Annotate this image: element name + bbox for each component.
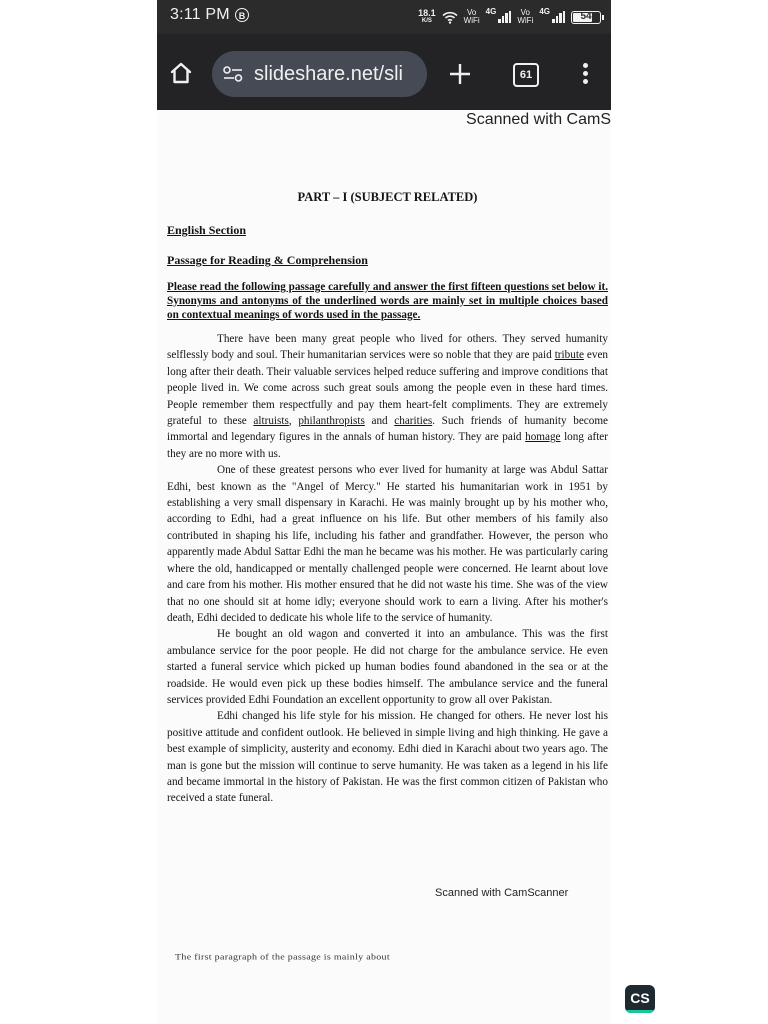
net-speed-unit: K/S — [421, 18, 432, 24]
wifi-icon — [442, 11, 458, 24]
new-tab-icon[interactable] — [449, 63, 471, 85]
notification-badge-icon: B — [235, 8, 249, 22]
sim2-signal-icon — [552, 11, 565, 23]
part-title: PART – I (SUBJECT RELATED) — [297, 190, 478, 204]
scanned-document — [167, 190, 608, 807]
sim1-signal-icon — [498, 11, 511, 23]
sim2-network-type: 4G — [539, 7, 550, 16]
watermark-bottom: Scanned with CamScanner — [435, 887, 569, 899]
underlined-word-philanthropists: philanthropists — [298, 415, 365, 428]
status-time: 3:11 PM — [170, 6, 230, 23]
sim1-volte: Vo WiFi — [463, 8, 480, 25]
paragraph-2: One of these greatest persons who ever lived for humanity at large was Abdul Sattar Edhi, best known as the "Angel of Mercy." He started his humanitarian work in 1951 by establishing a very small dispensary in Karachi. He was mainly brought up by his mother who, according to Edhi, had a great influence on his life. But other members of his family also contributed in shaping his life, including his father and grandfather. However, the person who apparently made Abdul Sattar Edhi the man he became was his mother. He was particularly caring where the old, handicapped or mentally challenged people were concerned. He learnt about love and care from his mother. His mother ensured that he did not waste his time. She was of the view that no one should sit at home idly; everyone should work to earn a living. After his mother's death, Edhi decided to dedicate his whole life to the service of humanity. — [167, 464, 608, 624]
battery-level: 54 — [580, 10, 592, 22]
watermark-top: Scanned with CamS — [466, 111, 611, 128]
paragraph-1: There have been many great people who lived for others. They served humanity selflessly body and soul. Their humanitarian services were so noble that they are paid tribute even long after their death. Their valuable services helped reduce suffering and improve conditions that people lived in. We come across such great souls among the people even in these hard times. People remember them respectfully and pay them heart-felt compliments. They are extremely grateful to these altruists, philanthropists and charities. Such friends of humanity become immortal and legendary figures in the annals of human history. They are paid homage long after they are no more with us. — [167, 333, 609, 460]
address-bar[interactable] — [212, 51, 427, 97]
site-settings-icon[interactable] — [223, 66, 243, 82]
instructions: Please read the following passage carefully and answer the first fifteen questions set below it. Synonyms and antonyms of the underlined words are mainly set in multiple choices based on contextual meanings of words used in the passage. — [167, 281, 608, 321]
sim2-volte: Vo WiFi — [517, 8, 534, 25]
tab-switcher-button[interactable]: 61 — [513, 63, 539, 87]
underlined-word-tribute: tribute — [554, 349, 584, 362]
more-options-icon[interactable] — [583, 63, 589, 85]
paragraph-3: He bought an old wagon and converted it into an ambulance. This was the first ambulance service for the poor people. He did not charge for the ambulance service. He even started a funeral service which picked up human bodies found abandoned in the sea or at the roadside. He would even pick up these bodies himself. The ambulance service and the funeral services provided Edhi Foundation an excellent opportunity to grow all over Pakistan. — [167, 628, 608, 706]
status-bar — [157, 0, 611, 34]
url-text[interactable]: slideshare.net/sli — [254, 63, 403, 85]
browser-toolbar — [157, 34, 611, 110]
underlined-word-homage: homage — [525, 431, 561, 444]
subsection-title: Passage for Reading & Comprehension — [167, 253, 368, 267]
phone-screen — [157, 0, 611, 1024]
section-title: English Section — [167, 223, 247, 237]
sim1-network-type: 4G — [485, 7, 497, 16]
status-indicators — [418, 5, 601, 29]
home-icon[interactable] — [169, 61, 193, 85]
battery-icon — [571, 11, 601, 24]
underlined-word-charities: charities — [394, 415, 433, 428]
camscanner-badge-icon[interactable]: CS — [625, 985, 655, 1013]
underlined-word-altruists: altruists — [253, 415, 289, 428]
next-question-fragment: The first paragraph of the passage is mainly about — [175, 953, 390, 962]
net-speed — [418, 9, 436, 25]
paragraph-4: Edhi changed his life style for his mission. He changed for others. He never lost his positive attitude and confident outlook. He believed in simple living and high thinking. He gave a best example of simplicity, austerity and economy. Edhi died in Karachi about two years ago. The man is gone but the mission will continue to serve humanity. He was taken as a legend in his life and became immortal in the history of Pakistan. He was the first common citizen of Pakistan who received a state funeral. — [167, 710, 608, 805]
net-speed-value: 18.1 — [418, 8, 436, 18]
